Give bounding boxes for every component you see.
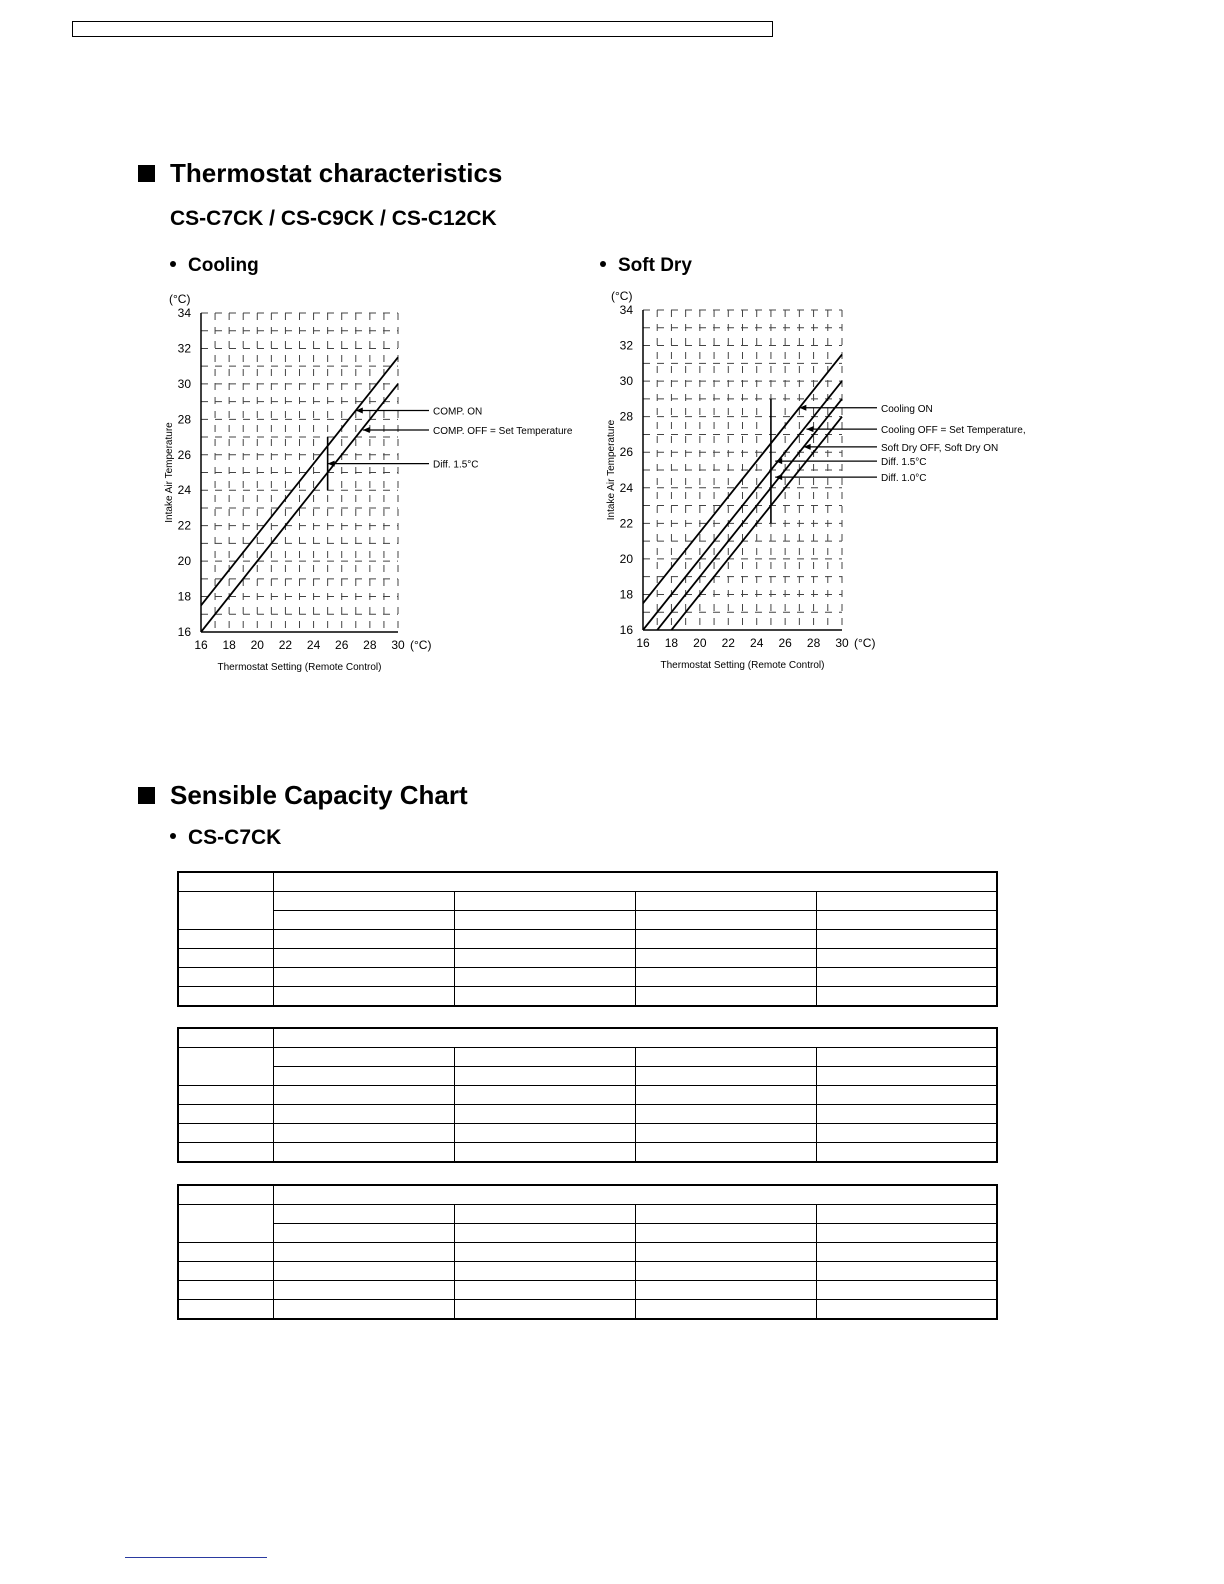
sensible-section-title <box>138 780 468 811</box>
table-row <box>178 1143 997 1163</box>
x-tick-label: 20 <box>693 636 707 650</box>
cooling-chart <box>155 285 595 680</box>
y-tick-label: 34 <box>177 306 191 320</box>
y-tick-label: 16 <box>177 625 191 639</box>
table-cell <box>635 1124 816 1143</box>
capacity-table <box>177 1027 998 1163</box>
annotation-label: Soft Dry OFF, Soft Dry ON <box>881 442 999 454</box>
table-row <box>178 1281 997 1300</box>
annotation-label: COMP. ON <box>433 406 483 418</box>
table-cell <box>178 987 273 1007</box>
table-row <box>178 930 997 949</box>
y-tick-label: 30 <box>619 374 633 389</box>
x-tick-label: 18 <box>664 636 679 650</box>
table-row <box>178 1105 997 1124</box>
softdry-label-text: Soft Dry <box>618 255 692 276</box>
x-tick-label: 16 <box>194 638 208 652</box>
table-cell <box>273 1086 454 1105</box>
table-cell <box>454 1086 635 1105</box>
table-cell <box>273 949 454 968</box>
annotation-label: Diff. 1.5°C <box>433 459 479 471</box>
table-cell <box>178 892 273 930</box>
y-tick-label: 24 <box>619 480 633 495</box>
table-cell <box>454 1124 635 1143</box>
page-header-box <box>72 21 773 37</box>
table-cell <box>178 1143 273 1163</box>
table-cell <box>454 1281 635 1300</box>
table-cell <box>454 1067 635 1086</box>
softdry-chart <box>595 282 1055 677</box>
table-cell <box>178 1243 273 1262</box>
table-cell <box>635 1067 816 1086</box>
annotation-label: COMP. OFF = Set Temperature <box>433 425 573 437</box>
table-cell <box>273 911 454 930</box>
table-row <box>178 1205 997 1224</box>
table-cell <box>635 911 816 930</box>
capacity-table <box>177 1184 998 1320</box>
table-cell <box>273 968 454 987</box>
table-cell <box>454 1262 635 1281</box>
table-cell <box>178 949 273 968</box>
y-tick-label: 16 <box>619 623 633 637</box>
y-tick-label: 18 <box>177 589 191 604</box>
table-cell <box>816 1143 997 1163</box>
table-cell <box>178 1048 273 1086</box>
sensible-title-text: Sensible Capacity Chart <box>170 780 468 810</box>
table-cell <box>635 1243 816 1262</box>
table-row <box>178 1300 997 1320</box>
section-square-icon <box>138 165 155 182</box>
x-tick-label: 28 <box>806 636 821 650</box>
table-cell <box>635 1086 816 1105</box>
annotation-label: Diff. 1.5°C <box>881 457 927 469</box>
table-row <box>178 1185 997 1205</box>
y-tick-label: 28 <box>619 409 633 424</box>
y-axis-title: Intake Air Temperature <box>164 422 175 523</box>
table-cell <box>635 1262 816 1281</box>
y-tick-label: 22 <box>177 518 191 533</box>
table-cell <box>273 930 454 949</box>
table-cell <box>816 949 997 968</box>
y-unit-label: (°C) <box>611 289 633 303</box>
y-axis-title: Intake Air Temperature <box>606 419 617 521</box>
models-title: CS-C7CK / CS-C9CK / CS-C12CK <box>170 207 497 230</box>
table-cell <box>454 892 635 911</box>
annotation-label: Diff. 1.0°C <box>881 473 927 485</box>
table-cell <box>273 1105 454 1124</box>
y-tick-label: 32 <box>619 338 633 353</box>
table-cell <box>178 1028 273 1048</box>
table-cell <box>454 968 635 987</box>
table-cell <box>816 930 997 949</box>
table-cell <box>273 1262 454 1281</box>
x-axis-title: Thermostat Setting (Remote Control) <box>217 662 382 673</box>
sensible-model-label <box>170 826 281 850</box>
table-cell <box>816 968 997 987</box>
x-tick-label: 22 <box>721 636 735 650</box>
table-cell <box>273 1300 454 1320</box>
annotation-label: Cooling OFF = Set Temperature, <box>881 425 1026 437</box>
table-row <box>178 1067 997 1086</box>
table-cell <box>178 1185 273 1205</box>
table-cell <box>816 1086 997 1105</box>
table-cell <box>273 1185 997 1205</box>
table-cell <box>454 1105 635 1124</box>
table-cell <box>635 892 816 911</box>
x-unit-label: (°C) <box>410 638 432 652</box>
thermostat-section-title <box>138 158 502 189</box>
bullet-icon <box>170 261 176 267</box>
table-row <box>178 911 997 930</box>
table-cell <box>635 1300 816 1320</box>
x-tick-label: 26 <box>335 638 349 652</box>
thermostat-title-text: Thermostat characteristics <box>170 158 503 188</box>
x-unit-label: (°C) <box>854 636 876 650</box>
table-cell <box>273 892 454 911</box>
x-tick-label: 20 <box>250 638 264 652</box>
section-square-icon <box>138 787 155 804</box>
x-tick-label: 30 <box>835 636 849 650</box>
table-cell <box>635 1105 816 1124</box>
table-cell <box>454 1243 635 1262</box>
table-row <box>178 1243 997 1262</box>
table-cell <box>454 911 635 930</box>
table-cell <box>635 987 816 1007</box>
table-cell <box>816 911 997 930</box>
table-cell <box>635 1205 816 1224</box>
table-cell <box>816 892 997 911</box>
table-cell <box>635 930 816 949</box>
table-cell <box>273 1048 454 1067</box>
y-tick-label: 28 <box>177 412 191 427</box>
y-unit-label: (°C) <box>169 292 191 306</box>
table-cell <box>178 1205 273 1243</box>
table-cell <box>635 1281 816 1300</box>
annotation-label: Cooling ON <box>881 403 933 415</box>
table-cell <box>273 987 454 1007</box>
table-cell <box>816 1224 997 1243</box>
y-tick-label: 32 <box>177 341 191 356</box>
table-cell <box>635 1048 816 1067</box>
table-row <box>178 1124 997 1143</box>
table-cell <box>454 949 635 968</box>
y-tick-label: 26 <box>619 445 633 460</box>
x-tick-label: 30 <box>391 638 405 652</box>
capacity-table <box>177 871 998 1007</box>
table-cell <box>273 1281 454 1300</box>
table-row <box>178 949 997 968</box>
table-cell <box>273 1067 454 1086</box>
table-cell <box>178 1086 273 1105</box>
table-cell <box>273 1143 454 1163</box>
y-tick-label: 20 <box>619 551 633 566</box>
table-row <box>178 1224 997 1243</box>
table-row <box>178 892 997 911</box>
table-row <box>178 968 997 987</box>
table-cell <box>178 1300 273 1320</box>
table-cell <box>454 1205 635 1224</box>
table-cell <box>816 987 997 1007</box>
table-cell <box>816 1105 997 1124</box>
table-cell <box>178 930 273 949</box>
table-cell <box>816 1205 997 1224</box>
cooling-label-text: Cooling <box>188 255 259 276</box>
table-cell <box>454 1224 635 1243</box>
table-row <box>178 1262 997 1281</box>
table-cell <box>816 1048 997 1067</box>
table-cell <box>454 987 635 1007</box>
y-tick-label: 26 <box>177 447 191 462</box>
table-cell <box>178 1105 273 1124</box>
table-cell <box>454 1048 635 1067</box>
y-tick-label: 24 <box>177 483 191 498</box>
table-cell <box>816 1262 997 1281</box>
table-cell <box>816 1281 997 1300</box>
table-cell <box>178 872 273 892</box>
bullet-icon <box>170 833 176 839</box>
x-tick-label: 26 <box>778 636 792 650</box>
table-cell <box>273 1243 454 1262</box>
table-cell <box>273 872 997 892</box>
table-cell <box>816 1300 997 1320</box>
table-cell <box>178 1262 273 1281</box>
y-tick-label: 18 <box>619 587 633 602</box>
x-tick-label: 28 <box>363 638 377 652</box>
y-tick-label: 30 <box>177 376 191 391</box>
table-cell <box>454 1300 635 1320</box>
table-row <box>178 872 997 892</box>
table-cell <box>273 1205 454 1224</box>
annotation-arrow-icon <box>806 426 813 432</box>
table-row <box>178 987 997 1007</box>
table-cell <box>635 1224 816 1243</box>
table-cell <box>635 949 816 968</box>
table-row <box>178 1028 997 1048</box>
table-cell <box>273 1224 454 1243</box>
table-cell <box>178 1281 273 1300</box>
table-cell <box>178 1124 273 1143</box>
y-tick-label: 34 <box>619 303 633 317</box>
cooling-label <box>170 255 259 277</box>
x-tick-label: 18 <box>222 638 236 652</box>
x-tick-label: 24 <box>750 636 764 650</box>
table-cell <box>635 1143 816 1163</box>
y-tick-label: 22 <box>619 516 633 531</box>
table-row <box>178 1086 997 1105</box>
table-cell <box>454 1143 635 1163</box>
table-cell <box>816 1243 997 1262</box>
table-cell <box>178 968 273 987</box>
x-tick-label: 22 <box>278 638 293 652</box>
sensible-model-text: CS-C7CK <box>188 826 282 849</box>
table-cell <box>273 1124 454 1143</box>
table-cell <box>273 1028 997 1048</box>
x-axis-title: Thermostat Setting (Remote Control) <box>660 660 825 671</box>
x-tick-label: 16 <box>636 636 650 650</box>
footer-link-line <box>125 1557 267 1558</box>
y-tick-label: 20 <box>177 554 191 569</box>
bullet-icon <box>600 261 606 267</box>
table-cell <box>816 1124 997 1143</box>
table-cell <box>454 930 635 949</box>
softdry-label <box>600 255 692 277</box>
table-cell <box>816 1067 997 1086</box>
table-cell <box>635 968 816 987</box>
x-tick-label: 24 <box>306 638 321 652</box>
annotation-arrow-icon <box>328 461 335 467</box>
table-row <box>178 1048 997 1067</box>
